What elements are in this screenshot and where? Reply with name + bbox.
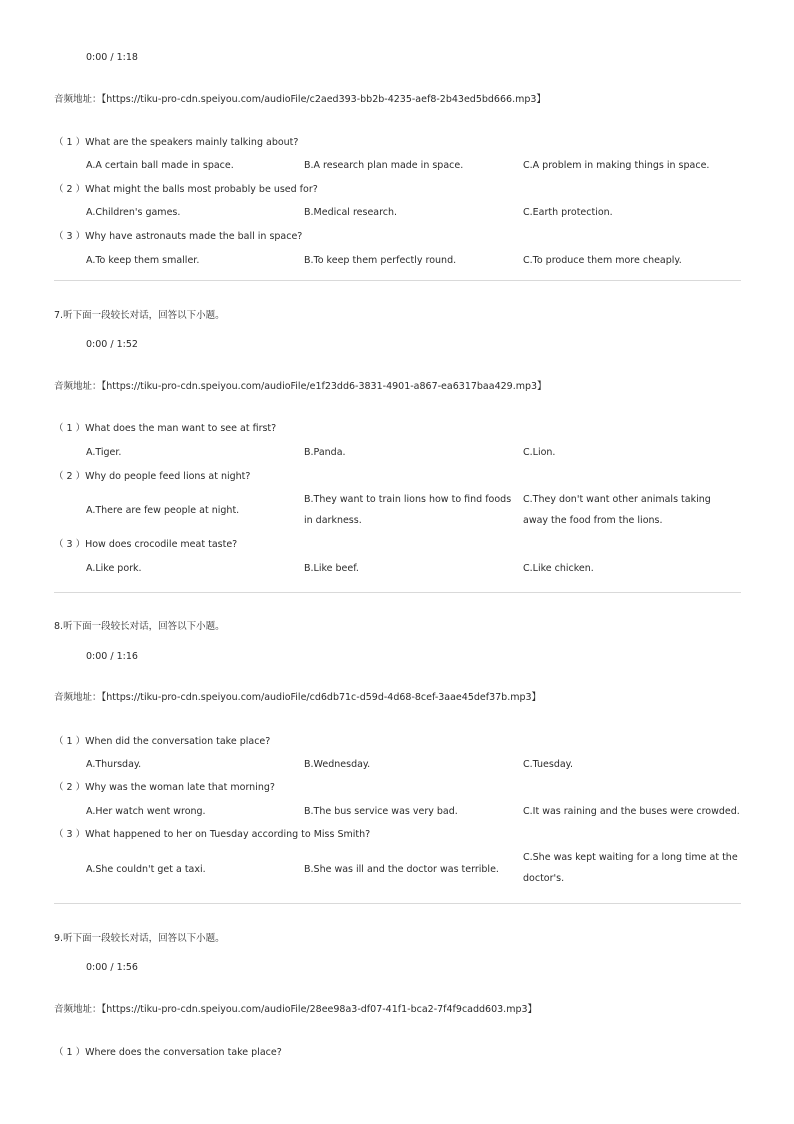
option-b[interactable]: B.The bus service was very bad. xyxy=(304,806,458,817)
question-text: （ 3 ）How does crocodile meat taste? xyxy=(54,539,238,550)
option-a[interactable]: A.Tiger. xyxy=(86,447,122,458)
question-text: （ 2 ）Why was the woman late that morning? xyxy=(54,782,275,793)
option-a[interactable]: A.Children's games. xyxy=(86,207,181,218)
audio-player-time[interactable]: 0:00 / 1:18 xyxy=(86,52,138,63)
option-c[interactable]: C.Like chicken. xyxy=(523,563,594,574)
option-c[interactable]: C.Earth protection. xyxy=(523,207,613,218)
option-b[interactable]: B.Medical research. xyxy=(304,207,398,218)
question-text: （ 2 ）Why do people feed lions at night? xyxy=(54,471,251,482)
option-b[interactable]: B.To keep them perfectly round. xyxy=(304,255,457,266)
option-c[interactable]: C.To produce them more cheaply. xyxy=(523,255,682,266)
option-c[interactable]: C.A problem in making things in space. xyxy=(523,160,710,171)
option-a[interactable]: A.Like pork. xyxy=(86,563,142,574)
option-b[interactable]: B.Panda. xyxy=(304,447,346,458)
option-b[interactable]: B.They want to train lions how to find foods in darkness. xyxy=(304,494,512,526)
question-text: （ 3 ）What happened to her on Tuesday according to Miss Smith? xyxy=(54,829,371,840)
audio-url[interactable]: 音频地址：【https://tiku-pro-cdn.speiyou.com/audioFile/e1f23dd6-3831-4901-a867-ea6317baa429.mp3】 xyxy=(54,381,547,392)
question-text: （ 3 ）Why have astronauts made the ball in space? xyxy=(54,231,303,242)
audio-player-time[interactable]: 0:00 / 1:16 xyxy=(86,651,138,662)
audio-player-time[interactable]: 0:00 / 1:52 xyxy=(86,339,138,350)
section-divider xyxy=(54,903,741,904)
option-c[interactable]: C.It was raining and the buses were crowded. xyxy=(523,806,740,817)
section-title: 7.听下面一段较长对话，回答以下小题。 xyxy=(54,310,225,321)
section-divider xyxy=(54,280,741,281)
option-b[interactable]: B.She was ill and the doctor was terrible. xyxy=(304,864,499,875)
section-title: 9.听下面一段较长对话，回答以下小题。 xyxy=(54,933,225,944)
option-a[interactable]: A.Her watch went wrong. xyxy=(86,806,206,817)
option-c[interactable]: C.They don't want other animals taking away the food from the lions. xyxy=(523,494,711,526)
section-title: 8.听下面一段较长对话，回答以下小题。 xyxy=(54,621,225,632)
option-b[interactable]: B.A research plan made in space. xyxy=(304,160,464,171)
question-text: （ 1 ）When did the conversation take place? xyxy=(54,736,271,747)
option-a[interactable]: A.To keep them smaller. xyxy=(86,255,200,266)
question-text: （ 2 ）What might the balls most probably be used for? xyxy=(54,184,318,195)
audio-player-time[interactable]: 0:00 / 1:56 xyxy=(86,962,138,973)
option-b[interactable]: B.Like beef. xyxy=(304,563,359,574)
option-c[interactable]: C.Lion. xyxy=(523,447,556,458)
option-a[interactable]: A.She couldn't get a taxi. xyxy=(86,864,206,875)
audio-url[interactable]: 音频地址：【https://tiku-pro-cdn.speiyou.com/audioFile/28ee98a3-df07-41f1-bca2-7f4f9cadd603.mp3】 xyxy=(54,1004,538,1015)
option-c[interactable]: C.Tuesday. xyxy=(523,759,573,770)
audio-url[interactable]: 音频地址：【https://tiku-pro-cdn.speiyou.com/audioFile/cd6db71c-d59d-4d68-8cef-3aae45def37b.mp3】 xyxy=(54,692,542,703)
section-divider xyxy=(54,592,741,593)
question-text: （ 1 ）Where does the conversation take place? xyxy=(54,1047,282,1058)
option-a[interactable]: A.A certain ball made in space. xyxy=(86,160,234,171)
option-c[interactable]: C.She was kept waiting for a long time at the doctor's. xyxy=(523,852,738,884)
audio-url[interactable]: 音频地址：【https://tiku-pro-cdn.speiyou.com/audioFile/c2aed393-bb2b-4235-aef8-2b43ed5bd666.mp3】 xyxy=(54,94,546,105)
option-b[interactable]: B.Wednesday. xyxy=(304,759,371,770)
option-a[interactable]: A.Thursday. xyxy=(86,759,142,770)
question-text: （ 1 ）What are the speakers mainly talking about? xyxy=(54,137,299,148)
question-text: （ 1 ）What does the man want to see at first? xyxy=(54,423,277,434)
option-a[interactable]: A.There are few people at night. xyxy=(86,505,240,516)
